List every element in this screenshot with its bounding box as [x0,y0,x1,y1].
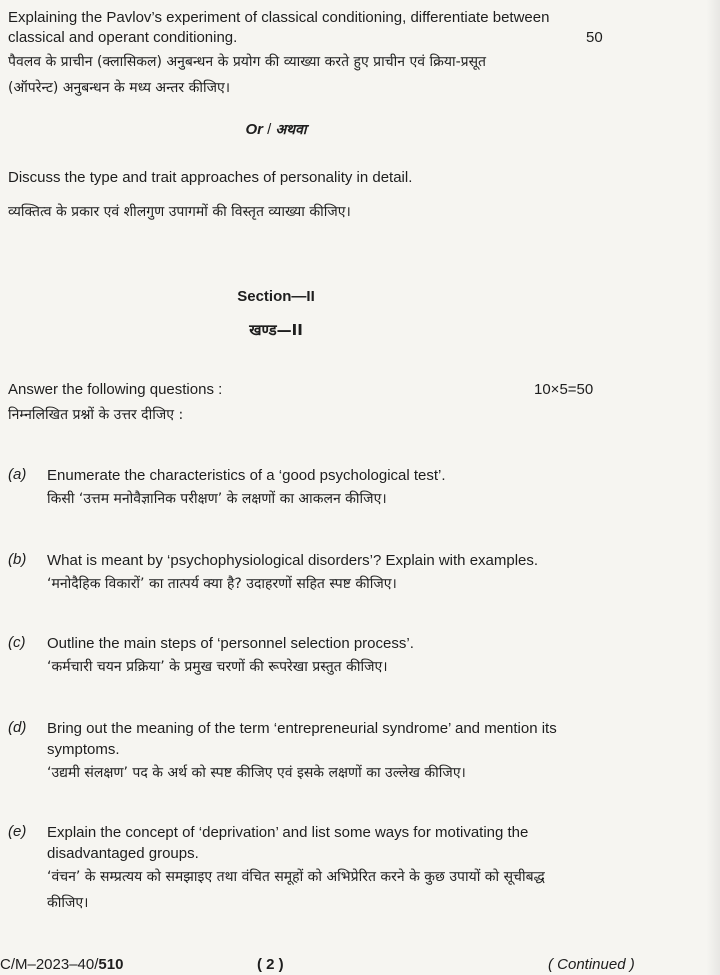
question-a [47,465,577,512]
prev-question-en-line2: classical and operant conditioning. [8,29,238,46]
paper-code-prefix: C/M–2023–40/ [0,956,99,973]
or-label: Or [245,121,263,138]
page-edge-shadow [706,0,720,975]
question-d-hi: ‘उद्यमी संलक्षण’ पद के अर्थ को स्पष्ट कीजिए एवं इसके लक्षणों का उल्लेख कीजिए। [47,765,466,781]
paper-code-number: 510 [98,956,124,973]
section-title: Section—II [237,288,315,305]
instructions-hi: निम्नलिखित प्रश्नों के उत्तर दीजिए : [8,407,184,423]
question-a-en: Enumerate the characteristics of a ‘good psychological test’. [47,467,446,484]
or-slash: / [262,121,276,138]
question-a-label: (a) [8,466,27,483]
instructions-marks: 10×5=50 [534,381,594,398]
question-e-hi: ‘वंचन’ के सम्प्रत्यय को समझाइए तथा वंचित समूहों को अभिप्रेरित करने के कुछ उपायों को सूचीबद्ध कीजिए। [47,869,545,911]
question-d-label: (d) [8,719,27,736]
continued-label: ( Continued ) [548,956,635,973]
prev-question-en-line1: Explaining the Pavlov’s experiment of classical conditioning, differentiate between [8,9,550,26]
question-b-hi: ‘मनोदैहिक विकारों’ का तात्पर्य क्या है? उदाहरणों सहित स्पष्ट कीजिए। [47,576,397,592]
alt-question-en: Discuss the type and trait approaches of personality in detail. [8,169,413,186]
question-a-hi: किसी ‘उत्तम मनोवैज्ञानिक परीक्षण’ के लक्षणों का आकलन कीजिए। [47,491,387,507]
instructions-en: Answer the following questions : [8,381,223,398]
question-c-label: (c) [8,634,26,651]
question-d [47,718,577,786]
question-d-en: Bring out the meaning of the term ‘entrepreneurial syndrome’ and mention its symptoms. [47,720,557,758]
question-b-label: (b) [8,551,27,568]
question-c [47,633,577,680]
question-b [47,550,577,597]
or-separator [0,120,552,140]
question-c-en: Outline the main steps of ‘personnel selection process’. [47,635,414,652]
page-number: ( 2 ) [257,956,284,973]
prev-question-hi-line1: पैवलव के प्राचीन (क्लासिकल) अनुबन्धन के प्रयोग की व्याख्या करते हुए प्राचीन एवं क्रिया-प्रसूत [8,54,487,70]
question-c-hi: ‘कर्मचारी चयन प्रक्रिया’ के प्रमुख चरणों की रूपरेखा प्रस्तुत कीजिए। [47,659,388,675]
question-e [47,822,577,916]
paper-code [0,955,123,975]
question-e-en: Explain the concept of ‘deprivation’ and list some ways for motivating the disadvantaged groups. [47,824,529,862]
section-title-hindi: खण्ड—II [249,321,303,339]
question-b-en: What is meant by ‘psychophysiological disorders’? Explain with examples. [47,552,539,569]
prev-question-hi-line2: (ऑपरेन्ट) अनुबन्धन के मध्य अन्तर कीजिए। [8,80,231,96]
prev-question-marks: 50 [586,29,603,46]
alt-question-hi: व्यक्तित्व के प्रकार एवं शीलगुण उपागमों की विस्तृत व्याख्या कीजिए। [8,204,351,220]
question-e-label: (e) [8,823,27,840]
or-hindi: अथवा [275,122,307,138]
